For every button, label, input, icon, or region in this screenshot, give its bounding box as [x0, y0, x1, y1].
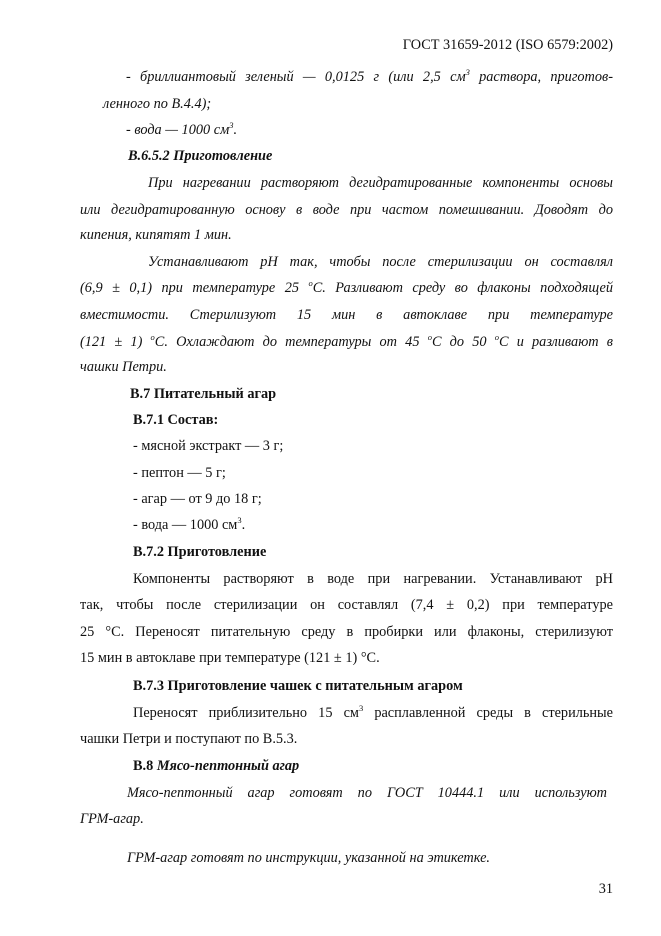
- section-heading: В.7.3 Приготовление чашек с питательным агаром: [133, 678, 463, 694]
- list-item-text: - бриллиантовый зеленый — 0,0125 г (или 2,5 $см^3$ раствора, приготов-: [126, 67, 613, 85]
- paragraph-line: Устанавливают pH так, чтобы после стерилизации он составлял: [148, 254, 613, 270]
- page-number: 31: [598, 881, 613, 897]
- paragraph-line: 25 °С. Переносят питательную среду в пробирки или флаконы, стерилизуют: [80, 624, 613, 640]
- paragraph-line: При нагревании растворяют дегидратированные компоненты основы: [148, 175, 613, 191]
- page-header: ГОСТ 31659-2012 (ISO 6579:2002): [402, 37, 613, 53]
- list-item: [126, 68, 613, 86]
- list-item: - мясной экстракт — 3 г;: [133, 438, 284, 454]
- paragraph-line: Компоненты растворяют в воде при нагревании. Устанавливают pH: [133, 571, 613, 587]
- paragraph-line: ГРМ-агар.: [80, 811, 144, 827]
- paragraph-line: (121 ± 1) $^о$С. Охлаждают до температуры от 45 $^о$С до 50 $^о$С и разливают в: [80, 332, 613, 350]
- section-heading: В.7.2 Приготовление: [133, 544, 267, 560]
- paragraph-line: ГРМ-агар готовят по инструкции, указанной на этикетке.: [127, 850, 490, 866]
- paragraph-line: чашки Петри и поступают по В.5.3.: [80, 731, 298, 747]
- paragraph-line: чашки Петри.: [80, 359, 167, 375]
- section-heading: В.6.5.2 Приготовление: [128, 148, 273, 164]
- paragraph-line: кипения, кипятят 1 мин.: [80, 227, 232, 243]
- list-item-continuation: ленного по В.4.4);: [103, 96, 212, 112]
- list-item: - пептон — 5 г;: [133, 465, 226, 481]
- paragraph-line: Переносят приблизительно 15 $см^3$ расплавленной среды в стерильные: [133, 703, 613, 721]
- section-heading: В.8 Мясо-пептонный агар: [133, 758, 300, 774]
- list-item: - вода — 1000 $см^3$.: [126, 120, 238, 138]
- section-heading: В.7.1 Состав:: [133, 412, 219, 428]
- list-item: - вода — 1000 $см^3$.: [133, 515, 246, 533]
- paragraph-line: так, чтобы после стерилизации он составлял (7,4 ± 0,2) при температуре: [80, 597, 613, 613]
- section-heading: В.7 Питательный агар: [130, 386, 277, 402]
- list-item: - агар — от 9 до 18 г;: [133, 491, 262, 507]
- paragraph-line: вместимости. Стерилизуют 15 мин в автоклаве при температуре: [80, 307, 613, 323]
- paragraph-line: Мясо-пептонный агар готовят по ГОСТ 10444.1 или используют: [127, 785, 607, 801]
- paragraph-line: или дегидратированную основу в воде при частом помешивании. Доводят до: [80, 202, 613, 218]
- paragraph-line: 15 мин в автоклаве при температуре (121 ± 1) °С.: [80, 650, 380, 666]
- paragraph-line: (6,9 ± 0,1) при температуре 25 $^о$С. Разливают среду во флаконы подходящей: [80, 278, 613, 296]
